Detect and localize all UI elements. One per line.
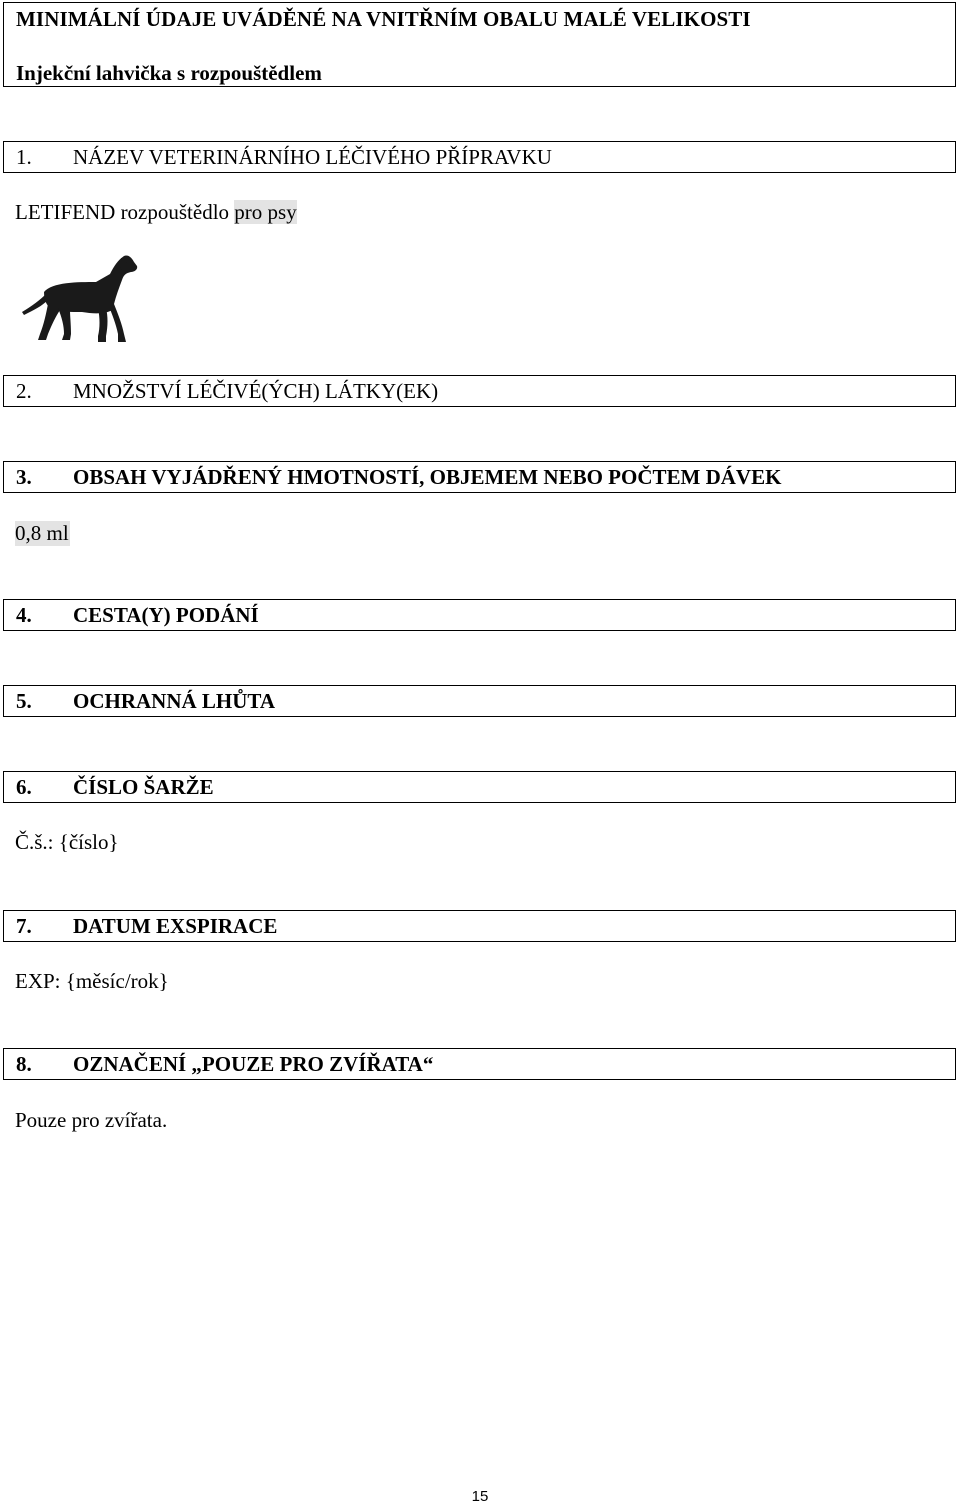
animals-only-text: Pouze pro zvířata. bbox=[15, 1108, 168, 1132]
section-title: NÁZEV VETERINÁRNÍHO LÉČIVÉHO PŘÍPRAVKU bbox=[73, 145, 552, 169]
section-title: OBSAH VYJÁDŘENÝ HMOTNOSTÍ, OBJEMEM NEBO POČTEM DÁVEK bbox=[73, 465, 782, 489]
page-number: 15 bbox=[471, 1488, 489, 1505]
section-title: CESTA(Y) PODÁNÍ bbox=[73, 603, 259, 627]
section-number: 3. bbox=[16, 465, 32, 489]
section-number: 8. bbox=[16, 1052, 32, 1076]
section-8-header bbox=[3, 1048, 956, 1080]
expiry-date: EXP: {měsíc/rok} bbox=[15, 969, 169, 993]
section-number: 7. bbox=[16, 914, 32, 938]
product-name bbox=[15, 200, 297, 225]
section-title: MNOŽSTVÍ LÉČIVÉ(ÝCH) LÁTKY(EK) bbox=[73, 379, 439, 403]
section-title: OZNAČENÍ „POUZE PRO ZVÍŘATA“ bbox=[73, 1052, 434, 1076]
batch-number: Č.š.: {číslo} bbox=[15, 830, 119, 854]
section-2-header bbox=[3, 375, 956, 407]
section-number: 4. bbox=[16, 603, 32, 627]
section-4-header bbox=[3, 599, 956, 631]
header-box bbox=[3, 2, 956, 87]
section-number: 1. bbox=[16, 145, 32, 169]
document-subtitle: Injekční lahvička s rozpouštědlem bbox=[16, 61, 322, 85]
dog-icon bbox=[18, 252, 140, 344]
section-number: 2. bbox=[16, 379, 32, 403]
document-title: MINIMÁLNÍ ÚDAJE UVÁDĚNÉ NA VNITŘNÍM OBALU MALÉ VELIKOSTI bbox=[16, 7, 751, 31]
content-volume: 0,8 ml bbox=[15, 521, 69, 545]
section-title: OCHRANNÁ LHŮTA bbox=[73, 689, 276, 713]
section-number: 5. bbox=[16, 689, 32, 713]
section-7-header bbox=[3, 910, 956, 942]
section-title: ČÍSLO ŠARŽE bbox=[73, 775, 214, 799]
product-name-main: LETIFEND rozpouštědlo bbox=[15, 200, 235, 224]
section-number: 6. bbox=[16, 775, 32, 799]
section-6-header bbox=[3, 771, 956, 803]
section-3-header bbox=[3, 461, 956, 493]
section-title: DATUM EXSPIRACE bbox=[73, 914, 278, 938]
product-name-highlight: pro psy bbox=[234, 200, 297, 224]
section-5-header bbox=[3, 685, 956, 717]
section-1-header bbox=[3, 141, 956, 173]
